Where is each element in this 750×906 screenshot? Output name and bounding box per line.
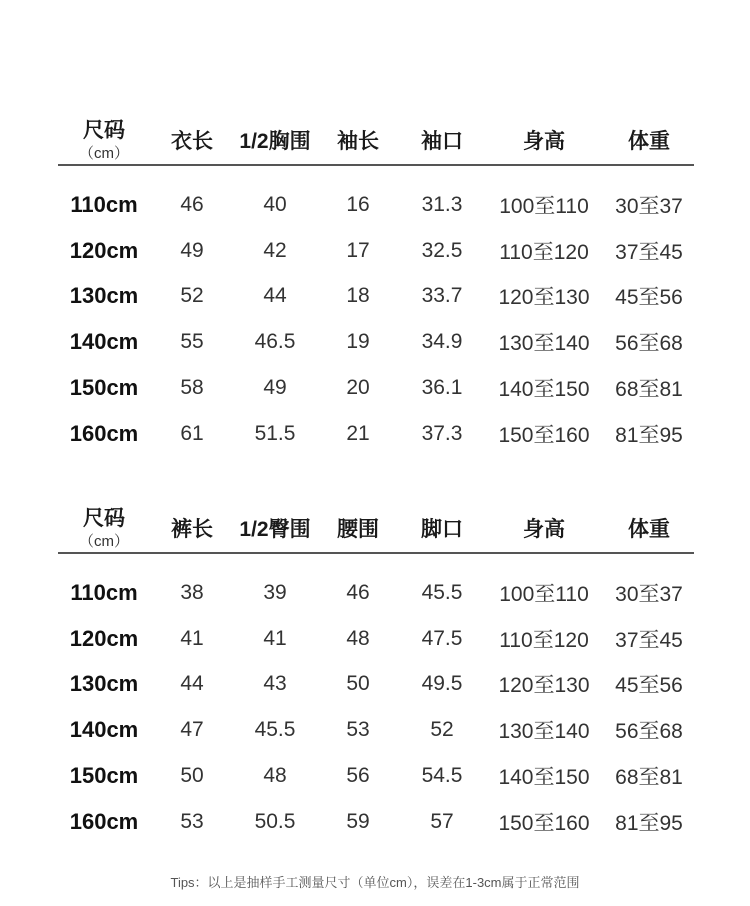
cell-c4: 37.3 xyxy=(421,421,463,445)
cell-size: 130cm xyxy=(69,283,139,309)
table-row xyxy=(0,319,750,365)
cell-c6: 30至37 xyxy=(615,195,683,218)
cell-c2: 50.5 xyxy=(254,809,296,833)
header-size-unit: （cm） xyxy=(79,144,129,162)
cell-c4: 36.1 xyxy=(421,375,463,399)
cell-c1: 46 xyxy=(180,193,204,216)
top-table-divider xyxy=(58,164,694,166)
cell-c3: 56 xyxy=(346,763,370,787)
cell-c2: 39 xyxy=(263,581,287,604)
cell-c1: 53 xyxy=(180,809,204,833)
cell-c1: 61 xyxy=(180,421,204,445)
cell-c2: 51.5 xyxy=(254,421,296,445)
cell-c4: 49.5 xyxy=(421,672,463,696)
header-leg-opening: 脚口 xyxy=(421,518,463,541)
cell-size: 160cm xyxy=(69,808,139,834)
header-cuff: 袖口 xyxy=(421,130,463,153)
table-row xyxy=(0,661,750,707)
cell-size: 130cm xyxy=(69,671,139,697)
cell-c5: 110至120 xyxy=(499,240,589,264)
table-row xyxy=(0,799,750,845)
cell-c4: 47.5 xyxy=(421,626,463,650)
table-row xyxy=(0,182,750,228)
cell-c6: 45至56 xyxy=(615,674,683,698)
cell-c4: 57 xyxy=(430,809,454,833)
cell-c6: 37至45 xyxy=(615,628,683,652)
cell-c5: 140至150 xyxy=(498,765,590,789)
cell-c1: 44 xyxy=(180,672,204,696)
header-weight: 体重 xyxy=(628,518,670,541)
header-size-unit: （cm） xyxy=(79,532,129,550)
table-row xyxy=(0,411,750,457)
table-row xyxy=(0,365,750,411)
cell-c1: 55 xyxy=(180,330,204,354)
cell-c3: 48 xyxy=(346,626,370,650)
table-row xyxy=(0,707,750,753)
header-half-chest: 1/2胸围 xyxy=(239,130,311,153)
cell-c4: 33.7 xyxy=(421,284,463,308)
cell-c4: 31.3 xyxy=(421,193,463,216)
cell-c5: 140至150 xyxy=(498,377,590,401)
cell-size: 120cm xyxy=(69,237,139,263)
cell-c1: 49 xyxy=(180,238,204,262)
cell-c5: 110至120 xyxy=(499,628,589,652)
cell-c3: 17 xyxy=(346,238,370,262)
table-row xyxy=(0,753,750,799)
cell-c2: 46.5 xyxy=(254,330,296,354)
cell-c2: 41 xyxy=(263,626,287,650)
cell-c6: 81至95 xyxy=(615,423,683,447)
cell-c5: 150至160 xyxy=(498,423,590,447)
bottom-table-header xyxy=(0,498,750,558)
cell-size: 160cm xyxy=(69,420,139,446)
table-row xyxy=(0,273,750,319)
bottom-table-divider xyxy=(58,552,694,554)
cell-c5: 120至130 xyxy=(498,674,590,698)
cell-c3: 46 xyxy=(346,581,370,604)
header-size xyxy=(64,498,144,558)
table-row xyxy=(0,228,750,274)
cell-size: 150cm xyxy=(69,374,139,400)
cell-c6: 37至45 xyxy=(615,240,683,264)
cell-c2: 42 xyxy=(263,238,287,262)
header-sleeve-length: 袖长 xyxy=(337,130,379,153)
header-size-label: 尺码 xyxy=(83,506,125,530)
header-waist: 腰围 xyxy=(337,518,379,541)
cell-c3: 19 xyxy=(346,330,370,354)
cell-c6: 68至81 xyxy=(615,377,683,401)
cell-c2: 49 xyxy=(263,375,287,399)
cell-c4: 34.9 xyxy=(421,330,463,354)
cell-c5: 100至110 xyxy=(499,195,589,218)
header-size-label: 尺码 xyxy=(83,118,125,142)
cell-c1: 52 xyxy=(180,284,204,308)
cell-size: 120cm xyxy=(69,625,139,651)
cell-c3: 18 xyxy=(346,284,370,308)
header-height: 身高 xyxy=(523,130,565,153)
table-row xyxy=(0,570,750,616)
cell-c5: 100至110 xyxy=(499,583,589,606)
top-table-header xyxy=(0,110,750,170)
cell-c1: 38 xyxy=(180,581,204,604)
cell-c4: 52 xyxy=(430,718,454,742)
cell-c1: 58 xyxy=(180,375,204,399)
header-pants-length: 裤长 xyxy=(171,518,213,541)
cell-c6: 56至68 xyxy=(615,332,683,356)
cell-c4: 45.5 xyxy=(421,581,463,604)
cell-c5: 130至140 xyxy=(498,332,590,356)
cell-c2: 40 xyxy=(263,193,287,216)
cell-size: 150cm xyxy=(69,762,139,788)
cell-c6: 30至37 xyxy=(615,583,683,606)
cell-c1: 50 xyxy=(180,763,204,787)
cell-c2: 48 xyxy=(263,763,287,787)
header-half-hip: 1/2臀围 xyxy=(239,518,311,541)
header-size xyxy=(64,110,144,170)
cell-c3: 20 xyxy=(346,375,370,399)
header-length: 衣长 xyxy=(171,130,213,153)
cell-c1: 47 xyxy=(180,718,204,742)
cell-c2: 43 xyxy=(263,672,287,696)
cell-c6: 56至68 xyxy=(615,720,683,744)
table-row xyxy=(0,616,750,662)
header-height: 身高 xyxy=(523,518,565,541)
cell-size: 140cm xyxy=(69,717,139,743)
cell-c5: 130至140 xyxy=(498,720,590,744)
cell-c6: 68至81 xyxy=(615,765,683,789)
cell-c4: 54.5 xyxy=(421,763,463,787)
header-weight: 体重 xyxy=(628,130,670,153)
cell-c3: 21 xyxy=(346,421,370,445)
cell-c3: 59 xyxy=(346,809,370,833)
cell-c6: 45至56 xyxy=(615,286,683,310)
cell-size: 140cm xyxy=(69,329,139,355)
cell-c6: 81至95 xyxy=(615,811,683,835)
cell-c3: 50 xyxy=(346,672,370,696)
cell-size: 110cm xyxy=(70,192,138,217)
cell-c2: 45.5 xyxy=(254,718,296,742)
cell-c4: 32.5 xyxy=(421,238,463,262)
cell-c5: 120至130 xyxy=(498,286,590,310)
cell-c3: 16 xyxy=(346,193,370,216)
cell-c5: 150至160 xyxy=(498,811,590,835)
tips-note: Tips：以上是抽样手工测量尺寸（单位cm），误差在1-3cm属于正常范围 xyxy=(170,875,580,890)
cell-c3: 53 xyxy=(346,718,370,742)
cell-c1: 41 xyxy=(180,626,204,650)
cell-c2: 44 xyxy=(263,284,287,308)
cell-size: 110cm xyxy=(70,580,138,605)
